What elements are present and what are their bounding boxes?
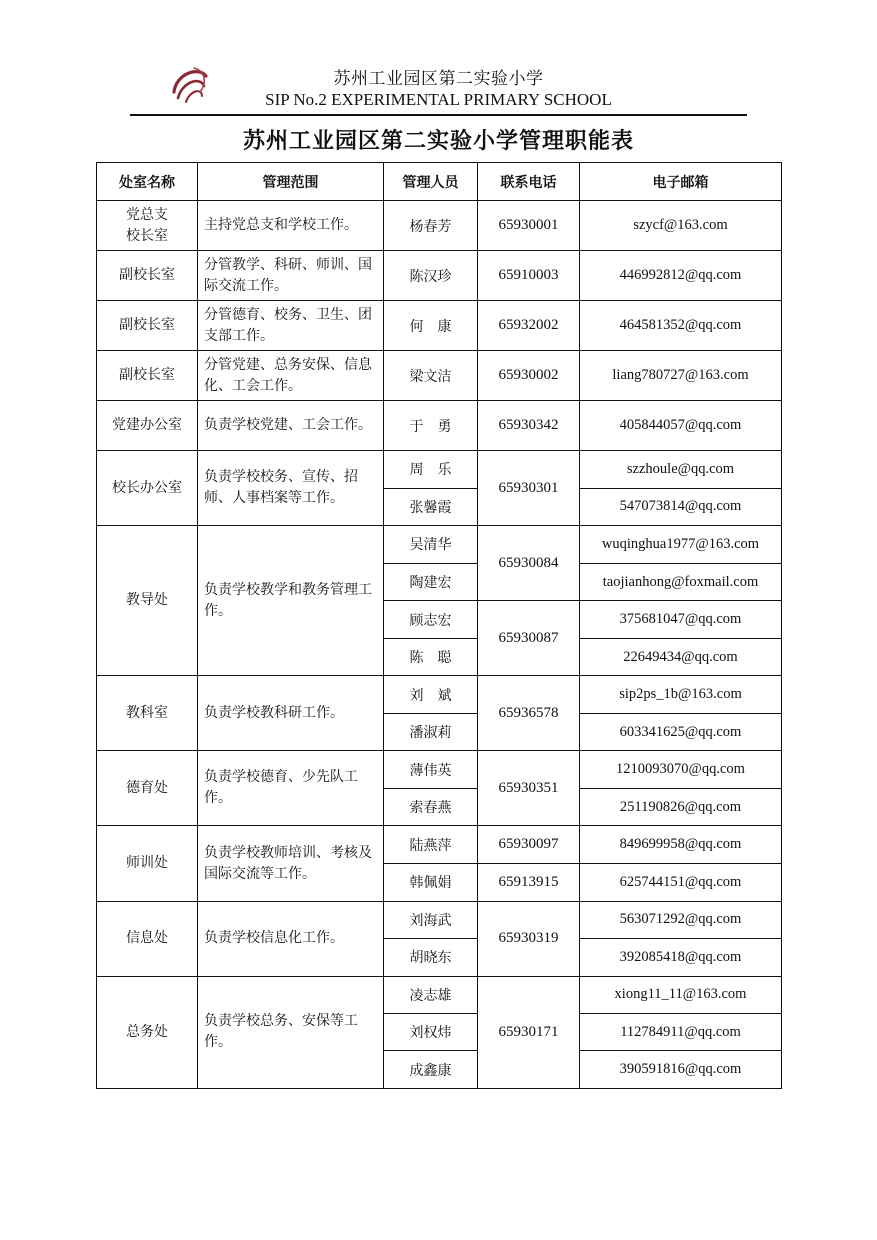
email-cell: 22649434@qq.com: [580, 638, 782, 676]
document-title: 苏州工业园区第二实验小学管理职能表: [242, 128, 634, 154]
phone-cell: 65930301: [478, 451, 580, 526]
staff-name-cell: 陈汉珍: [384, 251, 478, 301]
document-header: [130, 60, 747, 116]
column-header-scope: 管理范围: [198, 163, 384, 201]
department-name-cell: 副校长室: [97, 301, 198, 351]
department-name-cell: 德育处: [97, 751, 198, 826]
management-table: [96, 162, 782, 1089]
table-row: [97, 401, 782, 451]
school-name-chinese: 苏州工业园区第二实验小学: [333, 69, 544, 89]
table-row: [97, 826, 782, 864]
scope-cell: 主持党总支和学校工作。: [198, 201, 384, 251]
header-divider: [130, 114, 747, 116]
scope-cell: 负责学校教学和教务管理工作。: [198, 526, 384, 676]
scope-cell: 分管教学、科研、师训、国际交流工作。: [198, 251, 384, 301]
email-cell: 251190826@qq.com: [580, 788, 782, 826]
column-header-phone: 联系电话: [478, 163, 580, 201]
email-cell: wuqinghua1977@163.com: [580, 526, 782, 564]
scope-cell: 分管党建、总务安保、信息化、工会工作。: [198, 351, 384, 401]
scope-cell: 负责学校总务、安保等工作。: [198, 976, 384, 1088]
scope-cell: 负责学校德育、少先队工作。: [198, 751, 384, 826]
staff-name-cell: 潘淑莉: [384, 713, 478, 751]
email-cell: 849699958@qq.com: [580, 826, 782, 864]
department-name-cell: 信息处: [97, 901, 198, 976]
table-row: [97, 901, 782, 939]
phone-cell: 65930171: [478, 976, 580, 1088]
email-cell: liang780727@163.com: [580, 351, 782, 401]
staff-name-cell: 吴清华: [384, 526, 478, 564]
staff-name-cell: 杨春芳: [384, 201, 478, 251]
staff-name-cell: 索春燕: [384, 788, 478, 826]
staff-name-cell: 于 勇: [384, 401, 478, 451]
department-name-cell: 总务处: [97, 976, 198, 1088]
email-cell: 446992812@qq.com: [580, 251, 782, 301]
staff-name-cell: 成鑫康: [384, 1051, 478, 1089]
staff-name-cell: 陆燕萍: [384, 826, 478, 864]
table-row: [97, 526, 782, 564]
email-cell: sip2ps_1b@163.com: [580, 676, 782, 714]
department-name-cell: 校长办公室: [97, 451, 198, 526]
staff-name-cell: 刘海武: [384, 901, 478, 939]
scope-cell: 负责学校教科研工作。: [198, 676, 384, 751]
email-cell: taojianhong@foxmail.com: [580, 563, 782, 601]
column-header-department: 处室名称: [97, 163, 198, 201]
email-cell: 464581352@qq.com: [580, 301, 782, 351]
phone-cell: 65930097: [478, 826, 580, 864]
staff-name-cell: 韩佩娟: [384, 864, 478, 902]
table-row: [97, 676, 782, 714]
staff-name-cell: 刘 斌: [384, 676, 478, 714]
phone-cell: 65936578: [478, 676, 580, 751]
scope-cell: 负责学校信息化工作。: [198, 901, 384, 976]
table-body: [97, 201, 782, 1089]
email-cell: 112784911@qq.com: [580, 1014, 782, 1051]
scope-cell: 分管德育、校务、卫生、团支部工作。: [198, 301, 384, 351]
table-row: [97, 976, 782, 1013]
phone-cell: 65930351: [478, 751, 580, 826]
school-name-english: SIP No.2 EXPERIMENTAL PRIMARY SCHOOL: [265, 90, 612, 109]
scope-cell: 负责学校校务、宣传、招师、人事档案等工作。: [198, 451, 384, 526]
department-name-cell: 党总支 校长室: [97, 201, 198, 251]
email-cell: 563071292@qq.com: [580, 901, 782, 939]
phone-cell: 65910003: [478, 251, 580, 301]
email-cell: szzhoule@qq.com: [580, 451, 782, 489]
phone-cell: 65930084: [478, 526, 580, 601]
phone-cell: 65930002: [478, 351, 580, 401]
staff-name-cell: 陶建宏: [384, 563, 478, 601]
staff-name-cell: 张馨霞: [384, 488, 478, 526]
staff-name-cell: 梁文洁: [384, 351, 478, 401]
phone-cell: 65930319: [478, 901, 580, 976]
staff-name-cell: 凌志雄: [384, 976, 478, 1013]
department-name-cell: 副校长室: [97, 351, 198, 401]
phone-cell: 65913915: [478, 864, 580, 902]
staff-name-cell: 陈 聪: [384, 638, 478, 676]
table-row: [97, 451, 782, 489]
phone-cell: 65932002: [478, 301, 580, 351]
column-header-staff: 管理人员: [384, 163, 478, 201]
staff-name-cell: 何 康: [384, 301, 478, 351]
phone-cell: 65930001: [478, 201, 580, 251]
department-name-cell: 党建办公室: [97, 401, 198, 451]
table-row: [97, 351, 782, 401]
email-cell: 625744151@qq.com: [580, 864, 782, 902]
email-cell: xiong11_11@163.com: [580, 976, 782, 1013]
department-name-cell: 教导处: [97, 526, 198, 676]
email-cell: 405844057@qq.com: [580, 401, 782, 451]
table-row: [97, 251, 782, 301]
column-header-email: 电子邮箱: [580, 163, 782, 201]
staff-name-cell: 胡晓东: [384, 939, 478, 977]
table-row: [97, 301, 782, 351]
staff-name-cell: 顾志宏: [384, 601, 478, 639]
email-cell: 375681047@qq.com: [580, 601, 782, 639]
scope-cell: 负责学校党建、工会工作。: [198, 401, 384, 451]
phone-cell: 65930342: [478, 401, 580, 451]
email-cell: 1210093070@qq.com: [580, 751, 782, 789]
department-name-cell: 师训处: [97, 826, 198, 901]
table-row: [97, 751, 782, 789]
email-cell: szycf@163.com: [580, 201, 782, 251]
scope-cell: 负责学校教师培训、考核及国际交流等工作。: [198, 826, 384, 901]
staff-name-cell: 刘权炜: [384, 1014, 478, 1051]
staff-name-cell: 薄伟英: [384, 751, 478, 789]
table-row: [97, 201, 782, 251]
email-cell: 547073814@qq.com: [580, 488, 782, 526]
email-cell: 392085418@qq.com: [580, 939, 782, 977]
email-cell: 390591816@qq.com: [580, 1051, 782, 1089]
email-cell: 603341625@qq.com: [580, 713, 782, 751]
staff-name-cell: 周 乐: [384, 451, 478, 489]
department-name-cell: 副校长室: [97, 251, 198, 301]
department-name-cell: 教科室: [97, 676, 198, 751]
table-header-row: [97, 163, 782, 201]
phone-cell: 65930087: [478, 601, 580, 676]
